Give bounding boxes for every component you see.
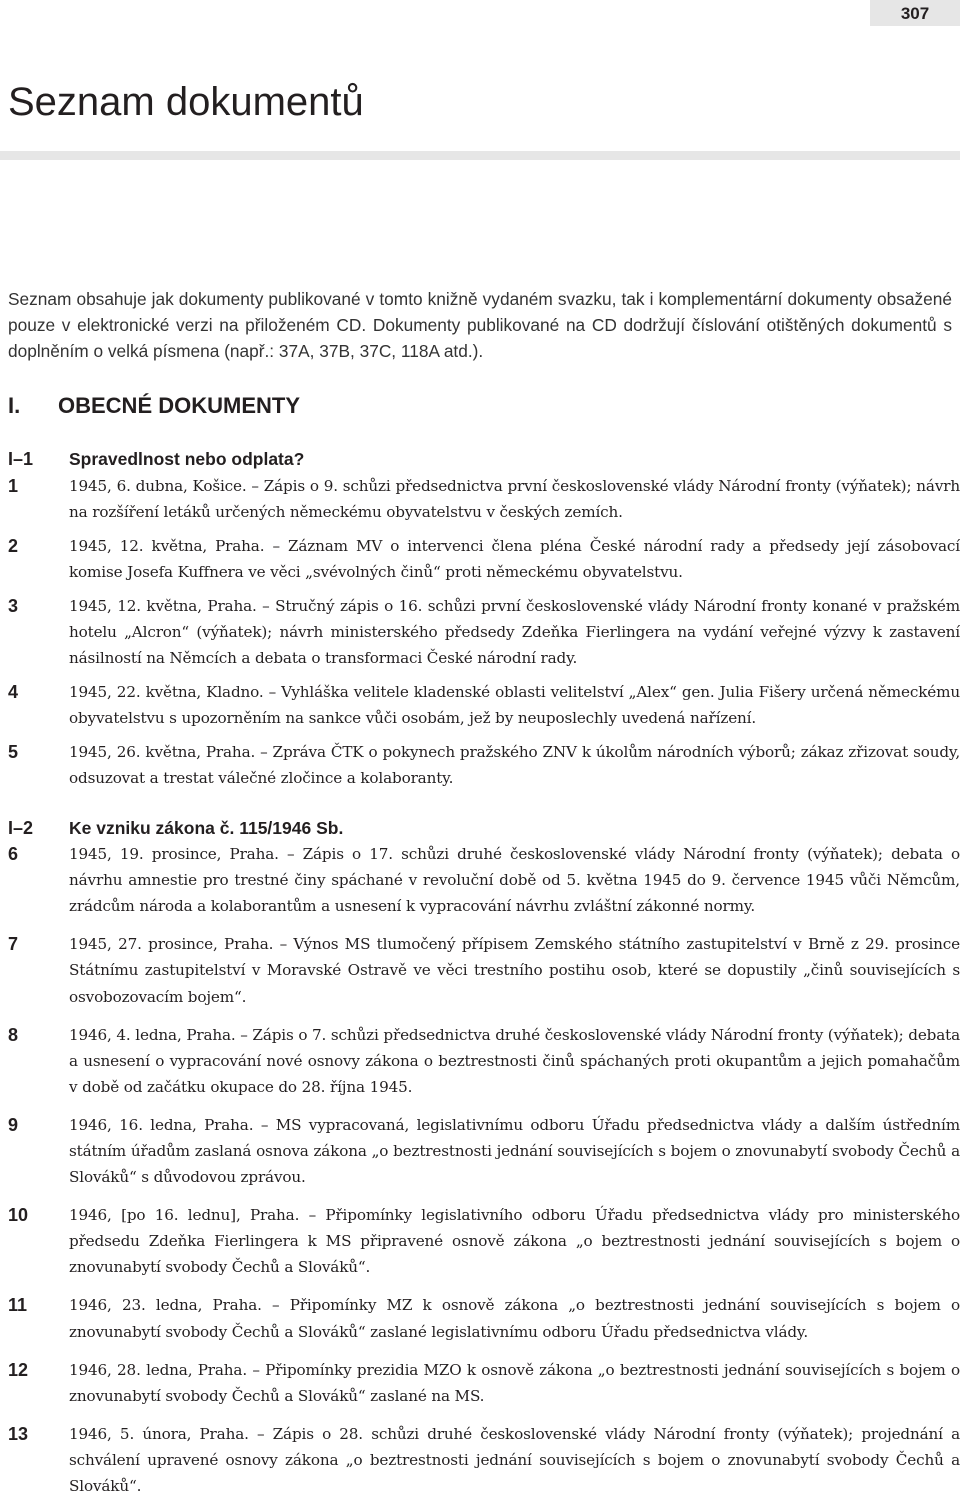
document-description: 1945, 27. prosince, Praha. – Výnos MS tlumočený přípisem Zemského státního zastupitelství v Brně z 29. prosince Státnímu zastupitelství v Moravské Ostravě ve věci trestního postihu osob, které se dopustily „činů souvisejících s osvobozovacím bojem“. [69, 935, 960, 1006]
intro-paragraph: Seznam obsahuje jak dokumenty publikované v tomto knižně vydaném svazku, tak i komplementární dokumenty obsažené pouze v elektronické verzi na přiloženém CD. Dokumenty publikované na CD dodržují číslování otištěných dokumentů s doplněním o velká písmena (např.: 37A, 37B, 37C, 118A atd.). [8, 289, 952, 361]
group-title: Spravedlnost nebo odplata? [69, 449, 305, 469]
document-entry [8, 679, 960, 731]
document-description: 1946, 16. ledna, Praha. – MS vypracovaná, legislativnímu odboru Úřadu předsednictva vlády a dalším ústředním státním úřadům zaslaná osnova zákona „o beztrestnosti jednání souvisejících s bojem o znovunabytí svobody Čechů a Slováků“ s důvodovou zprávou. [69, 1115, 960, 1187]
title-rule [0, 151, 960, 160]
document-number: 11 [8, 1295, 28, 1316]
document-description: 1945, 26. května, Praha. – Zpráva ČTK o pokynech pražského ZNV k úkolům národních výborů; zákaz zřizovat soudy, odsuzovat a trestat válečné zločince a kolaboranty. [69, 743, 960, 788]
document-description: 1945, 19. prosince, Praha. – Zápis o 17. schůzi druhé československé vlády Národní fronty (výňatek); debata o návrhu amnestie pro trestné činy spáchané v revoluční době od 5. května 1945 do 9. července 1945 vůči Němcům, zrádcům národa a kolaborantům a usnesení k vypracování návrhu zvláštní zákonné normy. [69, 845, 960, 916]
document-entry [8, 739, 960, 791]
document-number: 2 [8, 535, 19, 556]
group-label: I–1 [8, 449, 34, 469]
document-entry [8, 593, 960, 671]
document-number: 6 [8, 844, 19, 865]
group-heading [8, 446, 960, 473]
section-heading [8, 393, 300, 419]
document-entry [8, 841, 960, 919]
page-number: 307 [870, 0, 960, 26]
document-description: 1945, 6. dubna, Košice. – Zápis o 9. schůzi předsednictva první československé vlády Národní fronty (výňatek); návrh na rozšíření letáků určených německému obyvatelstvu v českých zemích. [69, 476, 960, 521]
document-number: 3 [8, 595, 19, 616]
document-entry [8, 1292, 960, 1344]
document-number: 1 [8, 475, 19, 496]
document-number: 13 [8, 1423, 29, 1444]
document-list [8, 446, 960, 1499]
page-title: Seznam dokumentů [8, 80, 364, 124]
document-number: 4 [8, 682, 19, 703]
document-description: 1946, 28. ledna, Praha. – Připomínky prezidia MZO k osnově zákona „o beztrestnosti jednání souvisejících s bojem o znovunabytí svobody Čechů a Slováků“ zaslané na MS. [69, 1360, 960, 1405]
group-title: Ke vzniku zákona č. 115/1946 Sb. [69, 817, 344, 838]
document-entry [8, 1202, 960, 1280]
document-entry [8, 1421, 960, 1499]
document-number: 7 [8, 934, 19, 955]
document-number: 10 [8, 1205, 29, 1226]
document-number: 8 [8, 1024, 19, 1045]
document-entry [8, 931, 960, 1009]
document-number: 9 [8, 1114, 19, 1135]
document-number: 12 [8, 1359, 29, 1380]
document-entry [8, 1022, 960, 1100]
group-heading [8, 815, 960, 842]
document-description: 1946, 4. ledna, Praha. – Zápis o 7. schůzi předsednictva druhé československé vlády Národní fronty (výňatek); debata a usnesení o vypracování nové osnovy zákona o beztrestnosti činů spáchaných proti okupantům a jejich pomahačům v době od začátku okupace do 28. října 1945. [69, 1025, 960, 1096]
document-description: 1945, 22. května, Kladno. – Vyhláška velitele kladenské oblasti velitelství „Alex“ gen. Julia Fišery určená německému obyvatelstvu s upozorněním na sankce vůči osobám, jež by neuposlechly uvedená nařízení. [69, 683, 960, 728]
document-entry [8, 1112, 960, 1190]
document-description: 1946, [po 16. lednu], Praha. – Připomínky legislativního odboru Úřadu předsednictva vlády pro ministerského předsedu Zdeňka Fierlingera k MS připravené osnově zákona „o beztrestnosti jednání souvisejících s bojem o znovunabytí svobody Čechů a Slováků“. [69, 1206, 960, 1277]
section-title: OBECNÉ DOKUMENTY [58, 393, 301, 418]
group-label: I–2 [8, 817, 34, 838]
document-description: 1946, 23. ledna, Praha. – Připomínky MZ k osnově zákona „o beztrestnosti jednání souvisejících s bojem o znovunabytí svobody Čechů a Slováků“ zaslané legislativnímu odboru Úřadu předsednictva vlády. [69, 1296, 960, 1341]
document-description: 1946, 5. února, Praha. – Zápis o 28. schůzi druhé československé vlády Národní fronty (výňatek); projednání a schválení upravené osnovy zákona „o beztrestnosti jednání souvisejících s bojem o znovunabytí svobody Čechů a Slováků“. [69, 1424, 960, 1495]
document-number: 5 [8, 742, 19, 763]
document-entry [8, 1357, 960, 1409]
document-description: 1945, 12. května, Praha. – Stručný zápis o 16. schůzi první československé vlády Národní fronty konané v pražském hotelu „Alcron“ (výňatek); návrh ministerského předsedy Zdeňka Fierlingera na vydání veřejné výzvy k zastavení násilností na Němcích a debata o transformaci České národní rady. [69, 596, 960, 668]
section-number: I. [8, 393, 21, 418]
document-entry [8, 473, 960, 525]
document-description: 1945, 12. května, Praha. – Záznam MV o intervenci člena pléna České národní rady a předsedy její zásobovací komise Josefa Kuffnera ve věci „svévolných činů“ proti německému obyvatelstvu. [69, 536, 960, 581]
document-entry [8, 533, 960, 585]
